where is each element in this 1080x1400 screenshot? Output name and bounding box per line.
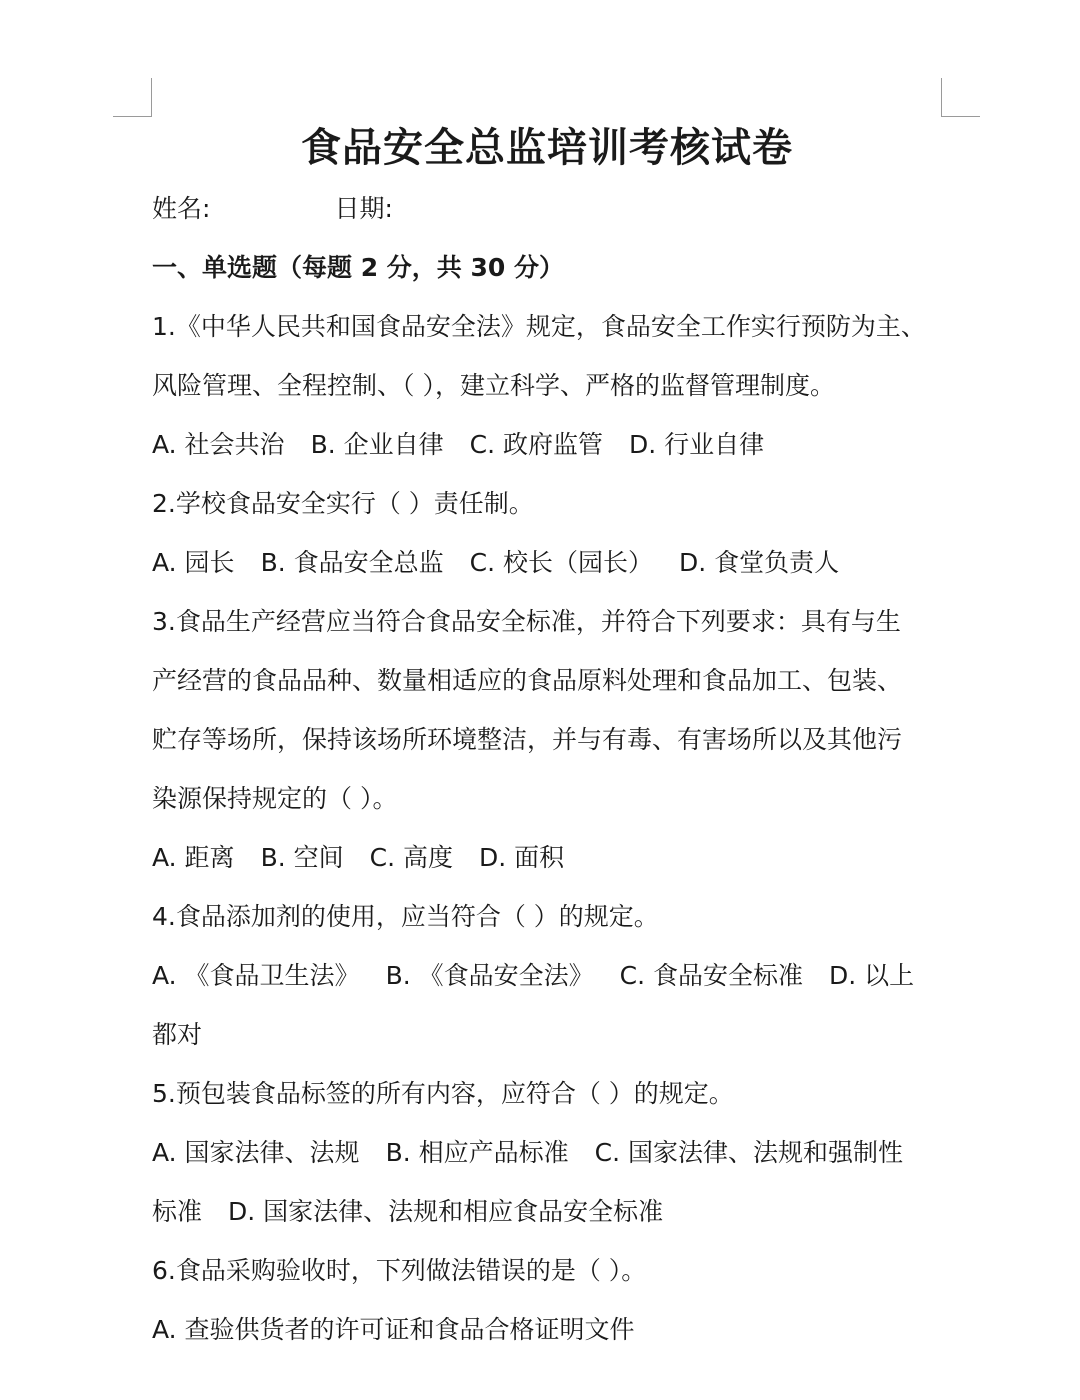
question-3-line-2: 产经营的食品品种、数量相适应的食品原料处理和食品加工、包装、 [152,666,903,695]
option-b: B. 《食品安全法》 [385,961,594,990]
option-c-continued: 标准 [152,1197,203,1226]
option-c: C. 校长（园长） [469,548,653,577]
page-corner-mark-right [941,78,980,117]
document-body [152,118,952,1359]
name-label: 姓名: [152,194,211,223]
option-a: A. 《食品卫生法》 [152,961,360,990]
question-1-options [152,415,952,474]
question-3-line-3: 贮存等场所，保持该场所环境整洁，并与有毒、有害场所以及其他污 [152,725,903,754]
question-5-options [152,1123,952,1182]
section-heading-single-choice: 一、单选题（每题 2 分，共 30 分） [152,253,565,282]
question-4-options-continued: 都对 [152,1020,203,1049]
option-b: B. 企业自律 [310,430,444,459]
option-d: D. 面积 [478,843,565,872]
option-a: A. 距离 [152,843,235,872]
question-3-line-1: 3.食品生产经营应当符合食品安全标准，并符合下列要求：具有与生 [152,607,901,636]
option-c: C. 政府监管 [469,430,603,459]
option-b: B. 相应产品标准 [385,1138,569,1167]
option-c: C. 高度 [369,843,453,872]
question-5-line-1: 5.预包装食品标签的所有内容，应符合（ ）的规定。 [152,1079,734,1108]
question-3-line-4: 染源保持规定的（ ）。 [152,784,398,813]
document-title: 食品安全总监培训考核试卷 [301,125,793,171]
question-5-options-continued [152,1182,952,1241]
option-b: B. 食品安全总监 [260,548,444,577]
question-2-options [152,533,952,592]
question-1-line-2: 风险管理、全程控制、（ ），建立科学、严格的监督管理制度。 [152,371,835,400]
option-a: A. 园长 [152,548,235,577]
question-1-line-1: 1.《中华人民共和国食品安全法》规定，食品安全工作实行预防为主、 [152,312,926,341]
option-a: A. 国家法律、法规 [152,1138,360,1167]
option-d: D. 食堂负责人 [678,548,840,577]
date-label: 日期: [334,194,393,223]
option-b: B. 空间 [260,843,344,872]
question-6-option-a: A. 查验供货者的许可证和食品合格证明文件 [152,1315,635,1344]
page-corner-mark-left [113,78,152,117]
option-c: C. 食品安全标准 [619,961,803,990]
question-6-line-1: 6.食品采购验收时，下列做法错误的是（ ）。 [152,1256,647,1285]
question-2-line-1: 2.学校食品安全实行（ ）责任制。 [152,489,534,518]
option-a: A. 社会共治 [152,430,285,459]
option-d: D. 国家法律、法规和相应食品安全标准 [228,1197,664,1226]
name-date-row [152,179,952,238]
option-c: C. 国家法律、法规和强制性 [594,1138,903,1167]
option-d: D. 行业自律 [628,430,765,459]
question-4-options [152,946,952,1005]
option-d: D. 以上 [828,961,915,990]
question-3-options [152,828,952,887]
question-4-line-1: 4.食品添加剂的使用，应当符合（ ）的规定。 [152,902,659,931]
